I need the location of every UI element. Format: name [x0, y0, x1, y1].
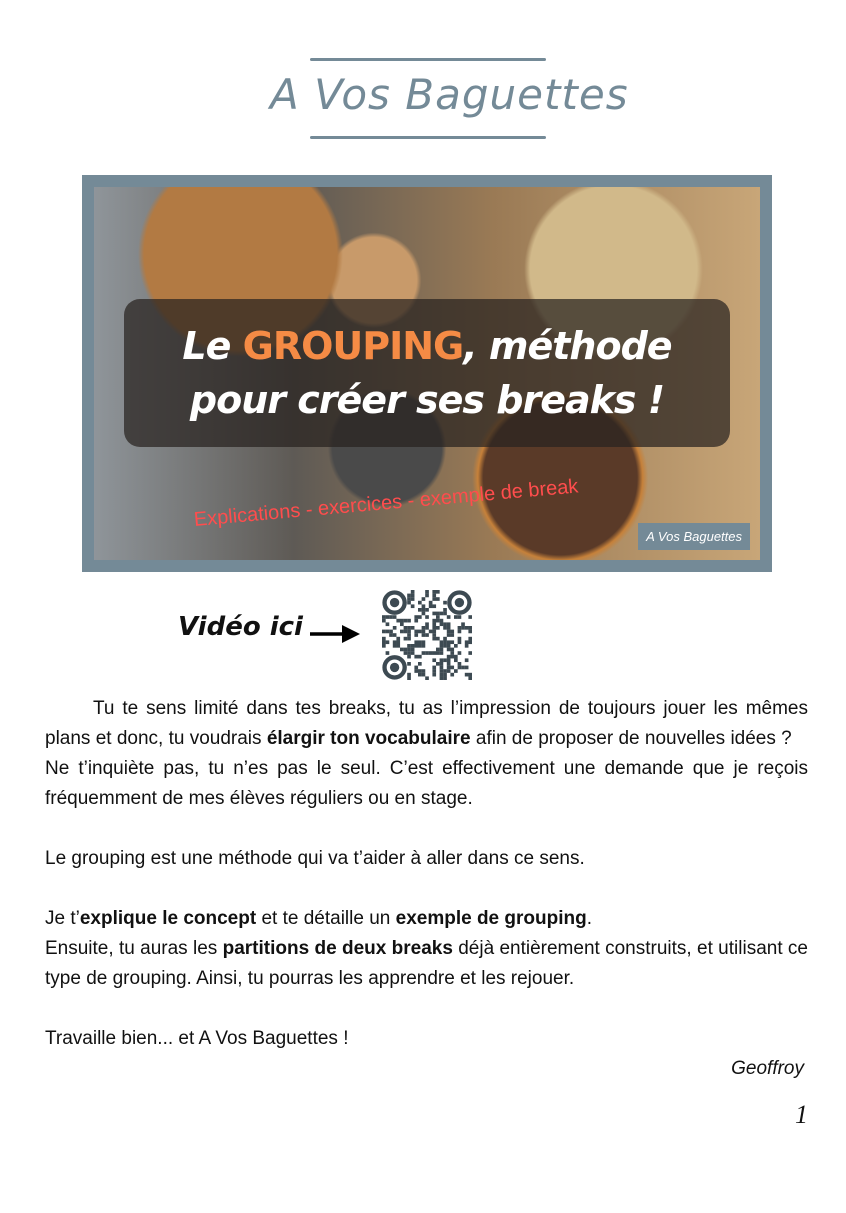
qr-module — [458, 626, 462, 630]
thumbnail-title-line1 — [182, 322, 671, 370]
text: Ensuite, tu auras les — [45, 938, 223, 959]
qr-module — [425, 608, 429, 612]
qr-module — [443, 612, 447, 616]
brand-logo — [270, 52, 629, 146]
qr-module — [418, 601, 422, 605]
qr-module — [440, 651, 444, 655]
qr-module — [447, 633, 451, 637]
logo-rule-top — [310, 58, 546, 61]
qr-module — [418, 630, 422, 634]
qr-module — [432, 658, 436, 662]
qr-module — [443, 601, 447, 605]
text: et te détaille un — [256, 908, 396, 929]
qr-module — [465, 626, 469, 630]
qr-finder-dot — [455, 598, 464, 607]
qr-module — [407, 651, 411, 655]
paragraph-concept — [45, 904, 808, 934]
qr-module — [432, 612, 436, 616]
video-thumbnail[interactable] — [82, 175, 772, 572]
qr-module — [386, 615, 390, 619]
qr-module — [418, 673, 422, 677]
qr-module — [414, 615, 418, 619]
qr-module — [436, 619, 440, 623]
qr-module — [414, 640, 418, 644]
qr-module — [432, 651, 436, 655]
qr-module — [414, 655, 418, 659]
qr-module — [422, 612, 426, 616]
qr-module — [429, 630, 433, 634]
qr-module — [432, 630, 436, 634]
qr-module — [450, 648, 454, 652]
qr-module — [440, 619, 444, 623]
qr-module — [450, 640, 454, 644]
qr-module — [389, 615, 393, 619]
qr-module — [422, 644, 426, 648]
qr-module — [468, 673, 472, 677]
bold-text: partitions de deux breaks — [222, 938, 453, 959]
text: . — [586, 908, 592, 929]
text: afin de proposer de nouvelles idées ? — [470, 728, 792, 749]
qr-module — [382, 630, 386, 634]
qr-module — [436, 626, 440, 630]
qr-module — [407, 644, 411, 648]
qr-module — [414, 630, 418, 634]
text: Je t’ — [45, 908, 80, 929]
qr-module — [447, 615, 451, 619]
qr-module — [404, 637, 408, 641]
qr-module — [447, 669, 451, 673]
qr-module — [429, 601, 433, 605]
video-label: Vidéo ici — [178, 612, 303, 642]
qr-module — [418, 662, 422, 666]
qr-module — [447, 626, 451, 630]
qr-module — [382, 615, 386, 619]
qr-module — [468, 651, 472, 655]
qr-module — [414, 633, 418, 637]
qr-module — [440, 648, 444, 652]
qr-module — [458, 615, 462, 619]
qr-module — [443, 637, 447, 641]
qr-module — [414, 644, 418, 648]
qr-module — [422, 633, 426, 637]
qr-module — [443, 608, 447, 612]
qr-module — [386, 630, 390, 634]
qr-module — [443, 644, 447, 648]
qr-module — [414, 669, 418, 673]
qr-module — [422, 651, 426, 655]
qr-module — [447, 648, 451, 652]
qr-module — [450, 630, 454, 634]
qr-module — [407, 619, 411, 623]
qr-module — [440, 669, 444, 673]
qr-module — [454, 658, 458, 662]
qr-module — [458, 640, 462, 644]
qr-module — [396, 637, 400, 641]
arrow-right-icon — [308, 622, 362, 646]
qr-module — [425, 633, 429, 637]
qr-module — [443, 626, 447, 630]
qr-module — [440, 658, 444, 662]
qr-module — [407, 601, 411, 605]
qr-module — [414, 666, 418, 670]
qr-module — [407, 633, 411, 637]
qr-module — [404, 648, 408, 652]
qr-module — [404, 626, 408, 630]
drum-kit-image — [94, 187, 760, 560]
qr-module — [422, 597, 426, 601]
qr-module — [407, 676, 411, 680]
qr-module — [443, 622, 447, 626]
qr-module — [468, 615, 472, 619]
qr-module — [400, 648, 404, 652]
text: Tu te sens limité dans tes breaks, tu as l’impression de toujours jouer les mêmes plans et donc, tu voudrais — [45, 698, 808, 749]
qr-module — [411, 626, 415, 630]
qr-code[interactable] — [382, 590, 472, 680]
qr-module — [389, 633, 393, 637]
qr-module — [429, 604, 433, 608]
qr-module — [432, 626, 436, 630]
qr-module — [436, 615, 440, 619]
qr-module — [425, 594, 429, 598]
qr-module — [432, 673, 436, 677]
thumbnail-title-line2: pour créer ses breaks ! — [189, 378, 665, 422]
qr-module — [400, 630, 404, 634]
qr-module — [382, 644, 386, 648]
qr-module — [447, 666, 451, 670]
qr-module — [440, 622, 444, 626]
qr-module — [407, 597, 411, 601]
qr-module — [382, 640, 386, 644]
qr-module — [396, 644, 400, 648]
logo-rule-bottom — [310, 136, 546, 139]
qr-module — [432, 622, 436, 626]
qr-module — [396, 640, 400, 644]
qr-module — [407, 637, 411, 641]
qr-module — [422, 626, 426, 630]
qr-module — [411, 648, 415, 652]
qr-module — [450, 651, 454, 655]
title-suffix: , méthode — [463, 324, 672, 368]
qr-module — [386, 640, 390, 644]
paragraph-intro — [45, 694, 808, 754]
qr-module — [422, 630, 426, 634]
qr-module — [422, 604, 426, 608]
qr-finder-dot — [390, 663, 399, 672]
qr-module — [393, 640, 397, 644]
qr-module — [425, 626, 429, 630]
qr-module — [422, 608, 426, 612]
qr-module — [411, 594, 415, 598]
qr-module — [450, 666, 454, 670]
qr-module — [411, 597, 415, 601]
qr-module — [407, 655, 411, 659]
qr-module — [407, 594, 411, 598]
qr-module — [436, 612, 440, 616]
qr-module — [468, 637, 472, 641]
qr-module — [422, 669, 426, 673]
qr-module — [436, 590, 440, 594]
qr-module — [443, 676, 447, 680]
qr-module — [458, 662, 462, 666]
qr-module — [447, 644, 451, 648]
qr-module — [411, 604, 415, 608]
qr-module — [447, 658, 451, 662]
qr-module — [468, 626, 472, 630]
qr-module — [458, 666, 462, 670]
qr-module — [418, 644, 422, 648]
body-text — [45, 694, 808, 1132]
qr-module — [436, 662, 440, 666]
qr-module — [443, 640, 447, 644]
qr-module — [418, 640, 422, 644]
page-number: 1 — [795, 1100, 808, 1129]
qr-module — [404, 651, 408, 655]
qr-module — [465, 640, 469, 644]
qr-module — [450, 633, 454, 637]
qr-module — [443, 658, 447, 662]
qr-module — [450, 655, 454, 659]
qr-module — [407, 648, 411, 652]
qr-module — [411, 651, 415, 655]
qr-module — [465, 658, 469, 662]
qr-module — [407, 662, 411, 666]
qr-module — [432, 669, 436, 673]
qr-module — [389, 630, 393, 634]
qr-module — [425, 676, 429, 680]
qr-module — [447, 630, 451, 634]
paragraph-reassure: Ne t’inquiète pas, tu n’es pas le seul. C’est effectivement une demande que je reçois fréquemment de mes élèves réguliers ou en stage. — [45, 758, 808, 809]
thumbnail-watermark: A Vos Baguettes — [638, 523, 750, 550]
qr-module — [458, 651, 462, 655]
qr-module — [454, 669, 458, 673]
qr-module — [382, 619, 386, 623]
qr-module — [440, 612, 444, 616]
bold-text: élargir ton vocabulaire — [266, 728, 471, 749]
qr-module — [418, 608, 422, 612]
qr-module — [422, 640, 426, 644]
qr-module — [432, 594, 436, 598]
qr-module — [418, 655, 422, 659]
qr-finder-dot — [390, 598, 399, 607]
qr-module — [393, 615, 397, 619]
qr-module — [407, 673, 411, 677]
qr-module — [440, 644, 444, 648]
qr-module — [461, 622, 465, 626]
qr-module — [458, 630, 462, 634]
qr-module — [440, 666, 444, 670]
qr-module — [418, 615, 422, 619]
qr-module — [465, 673, 469, 677]
qr-module — [465, 644, 469, 648]
qr-module — [400, 622, 404, 626]
qr-module — [425, 622, 429, 626]
qr-module — [393, 633, 397, 637]
qr-module — [422, 673, 426, 677]
qr-module — [418, 669, 422, 673]
thumbnail-subtitle: Explications - exercices - exemple de break — [192, 475, 580, 531]
qr-module — [436, 648, 440, 652]
qr-module — [386, 622, 390, 626]
qr-module — [450, 673, 454, 677]
qr-module — [432, 666, 436, 670]
qr-module — [404, 619, 408, 623]
qr-module — [432, 637, 436, 641]
qr-module — [432, 597, 436, 601]
qr-module — [468, 676, 472, 680]
bold-text: explique le concept — [79, 908, 257, 929]
qr-module — [436, 597, 440, 601]
qr-module — [454, 644, 458, 648]
paragraph-scores — [45, 934, 808, 994]
qr-module — [429, 651, 433, 655]
qr-module — [414, 619, 418, 623]
qr-module — [443, 669, 447, 673]
paragraph-closing: Travaille bien... et A Vos Baguettes ! — [45, 1028, 349, 1049]
qr-module — [404, 630, 408, 634]
qr-module — [468, 640, 472, 644]
title-banner — [124, 299, 730, 447]
qr-module — [458, 637, 462, 641]
signature: Geoffroy — [731, 1058, 804, 1079]
qr-module — [468, 630, 472, 634]
text: déjà entièrement construits, et utilisant ce type de grouping. Ainsi, tu pourras les apprendre et les rejouer. — [45, 938, 808, 989]
qr-module — [436, 637, 440, 641]
qr-module — [447, 655, 451, 659]
qr-module — [396, 619, 400, 623]
qr-module — [454, 655, 458, 659]
qr-module — [440, 640, 444, 644]
qr-module — [447, 640, 451, 644]
qr-module — [382, 637, 386, 641]
title-highlight: GROUPING — [242, 324, 464, 368]
qr-module — [461, 666, 465, 670]
qr-module — [440, 676, 444, 680]
qr-module — [432, 619, 436, 623]
qr-module — [411, 644, 415, 648]
qr-module — [447, 662, 451, 666]
qr-module — [407, 626, 411, 630]
qr-module — [432, 590, 436, 594]
bold-text: exemple de grouping — [395, 908, 587, 929]
qr-module — [432, 604, 436, 608]
qr-module — [393, 644, 397, 648]
qr-module — [432, 633, 436, 637]
qr-module — [425, 651, 429, 655]
logo-text: A Vos Baguettes — [270, 70, 629, 119]
qr-module — [443, 673, 447, 677]
qr-module — [407, 630, 411, 634]
qr-module — [411, 590, 415, 594]
qr-module — [447, 622, 451, 626]
qr-module — [440, 673, 444, 677]
qr-module — [400, 619, 404, 623]
title-prefix: Le — [182, 324, 243, 368]
qr-module — [440, 662, 444, 666]
paragraph-grouping: Le grouping est une méthode qui va t’aider à aller dans ce sens. — [45, 848, 585, 869]
qr-module — [393, 626, 397, 630]
qr-module — [425, 590, 429, 594]
qr-module — [454, 615, 458, 619]
qr-module — [461, 626, 465, 630]
qr-module — [425, 615, 429, 619]
qr-module — [436, 651, 440, 655]
qr-module — [386, 651, 390, 655]
qr-module — [465, 666, 469, 670]
